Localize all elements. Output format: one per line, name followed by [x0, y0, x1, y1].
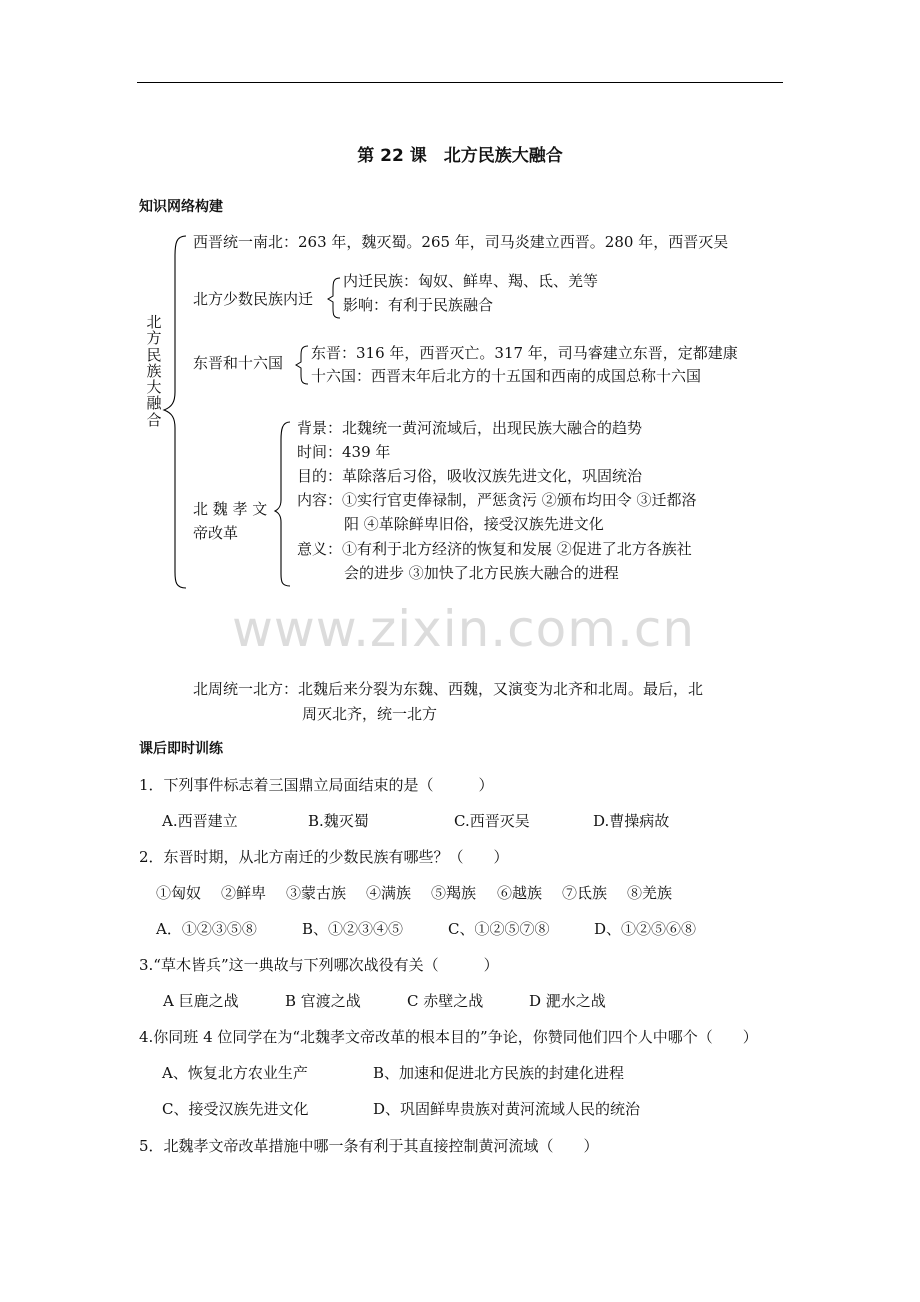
reform-label: 北 魏 孝 文 — [193, 500, 268, 518]
reform-label: 帝改革 — [193, 524, 239, 542]
dongjin-brace — [296, 346, 308, 384]
reform-line: 意义：①有利于北方经济的恢复和发展 ②促进了北方各族社 — [297, 540, 692, 558]
answer-option[interactable]: B、①②③④⑤ — [302, 920, 404, 938]
beizhou-text: 周灭北齐，统一北方 — [302, 705, 438, 723]
migration-item: 影响：有利于民族融合 — [343, 296, 494, 314]
reform-line: 会的进步 ③加快了北方民族大融合的进程 — [344, 564, 619, 582]
choice-item: ⑥越族 — [497, 884, 543, 902]
question-stem: 3.“草木皆兵”这一典故与下列哪次战役有关（ ） — [139, 956, 499, 974]
question-stem: 2．东晋时期，从北方南迁的少数民族有哪些？（ ） — [139, 848, 509, 866]
choice-item: ④满族 — [366, 884, 412, 902]
dongjin-item: 东晋：316 年，西晋灭亡。317 年，司马睿建立东晋，定都建康 — [311, 344, 738, 362]
reform-line: 内容：①实行官吏俸禄制，严惩贪污 ②颁布均田令 ③迁都洛 — [297, 491, 697, 509]
section-heading-practice: 课后即时训练 — [139, 741, 223, 757]
answer-option[interactable]: C、①②⑤⑦⑧ — [448, 920, 550, 938]
answer-option[interactable]: D、①②⑤⑥⑧ — [594, 920, 697, 938]
choice-item: ⑧羌族 — [627, 884, 673, 902]
answer-option[interactable]: A.西晋建立 — [162, 812, 238, 830]
section-heading-network: 知识网络构建 — [139, 199, 223, 215]
choice-item: ⑦氐族 — [562, 884, 608, 902]
answer-option[interactable]: C 赤壁之战 — [407, 992, 484, 1010]
migration-brace — [328, 278, 340, 318]
question-stem: 4.你同班 4 位同学在为“北魏孝文帝改革的根本目的”争论，你赞同他们四个人中哪个（ ） — [139, 1028, 758, 1046]
answer-option[interactable]: A 巨鹿之战 — [163, 992, 239, 1010]
migration-item: 内迁民族：匈奴、鲜卑、羯、氐、羌等 — [343, 272, 599, 290]
answer-option[interactable]: B.魏灭蜀 — [308, 812, 369, 830]
choice-item: ⑤羯族 — [431, 884, 477, 902]
dongjin-label: 东晋和十六国 — [193, 354, 284, 372]
page-title: 第 22 课 北方民族大融合 — [357, 146, 563, 166]
reform-line: 时间：439 年 — [297, 443, 391, 461]
migration-label: 北方少数民族内迁 — [193, 290, 314, 308]
reform-line: 目的：革除落后习俗，吸收汉族先进文化，巩固统治 — [297, 467, 643, 485]
answer-option[interactable]: A、恢复北方农业生产 — [162, 1064, 308, 1082]
jin-unify-text: 西晋统一南北：263 年，魏灭蜀。265 年，司马炎建立西晋。280 年，西晋灭吴 — [193, 233, 729, 251]
choice-item: ③蒙古族 — [286, 884, 347, 902]
reform-line: 阳 ④革除鲜卑旧俗，接受汉族先进文化 — [344, 515, 604, 533]
choice-item: ①匈奴 — [156, 884, 202, 902]
question-stem: 5．北魏孝文帝改革措施中哪一条有利于其直接控制黄河流域（ ） — [139, 1137, 599, 1155]
answer-option[interactable]: C、接受汉族先进文化 — [162, 1100, 309, 1118]
question-stem: 1．下列事件标志着三国鼎立局面结束的是（ ） — [139, 776, 494, 794]
root-brace — [164, 236, 186, 588]
diagram-root-label: 北方民族大融合 — [146, 313, 162, 429]
answer-option[interactable]: B 官渡之战 — [285, 992, 361, 1010]
beizhou-text: 北周统一北方：北魏后来分裂为东魏、西魏，又演变为北齐和北周。最后，北 — [193, 680, 704, 698]
watermark: www.zixin.com.cn — [232, 600, 696, 658]
answer-option[interactable]: C.西晋灭吴 — [454, 812, 530, 830]
dongjin-item: 十六国：西晋末年后北方的十五国和西南的成国总称十六国 — [311, 367, 702, 385]
answer-option[interactable]: B、加速和促进北方民族的封建化进程 — [373, 1064, 625, 1082]
answer-option[interactable]: D、巩固鲜卑贵族对黄河流域人民的统治 — [373, 1100, 641, 1118]
choice-item: ②鲜卑 — [221, 884, 267, 902]
answer-option[interactable]: D 淝水之战 — [529, 992, 606, 1010]
reform-brace — [275, 422, 290, 586]
answer-option[interactable]: A．①②③⑤⑧ — [156, 920, 257, 938]
reform-line: 背景：北魏统一黄河流域后，出现民族大融合的趋势 — [297, 419, 643, 437]
answer-option[interactable]: D.曹操病故 — [593, 812, 670, 830]
